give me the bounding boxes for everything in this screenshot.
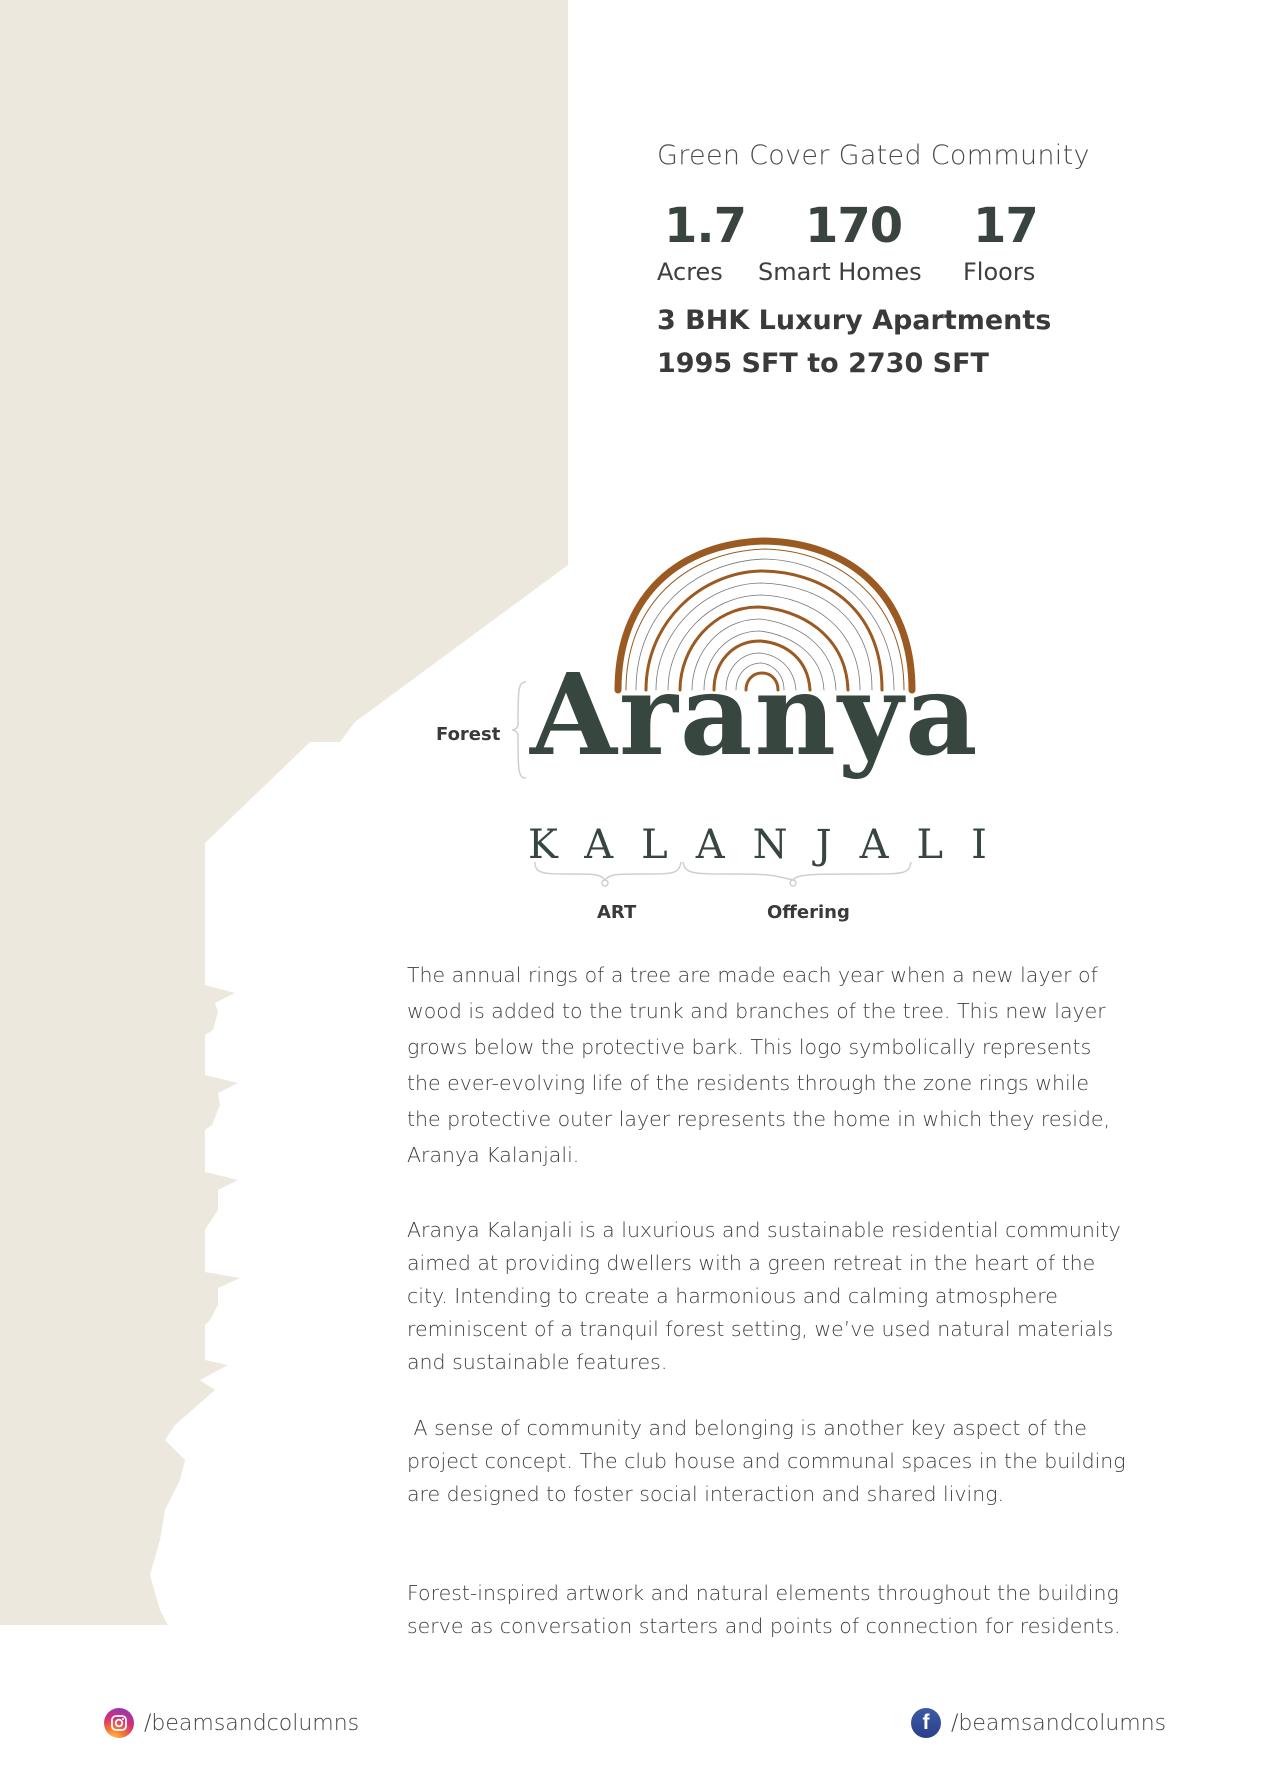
area-range: 1995 SFT to 2730 SFT — [657, 348, 989, 379]
paragraph-logo-meaning: The annual rings of a tree are made each year when a new layer of wood is added to the trunk and branches of the tree. This new layer grows below the protective bark. This logo symbolically represents the ever-evolving life of the residents through the zone rings while the protective outer layer represents the home in which they reside, Aranya Kalanjali. — [407, 963, 1111, 1167]
annotation-art: ART — [597, 902, 637, 923]
apartment-type: 3 BHK Luxury Apartments — [657, 305, 1052, 336]
facebook-link[interactable] — [911, 1708, 1166, 1738]
logo-name-aranya: Aranya — [530, 650, 980, 781]
stat-acres-value: 1.7 — [664, 198, 747, 254]
facebook-handle[interactable]: /beamsandcolumns — [951, 1710, 1167, 1736]
stat-acres-label: Acres — [657, 258, 723, 286]
instagram-link[interactable] — [104, 1708, 359, 1738]
facebook-icon: f — [911, 1708, 941, 1738]
paragraph-artwork: Forest-inspired artwork and natural elements throughout the building serve as conversation starters and points of connection for residents. — [407, 1581, 1121, 1638]
stat-floors-label: Floors — [963, 258, 1036, 286]
instagram-handle[interactable]: /beamsandcolumns — [144, 1710, 360, 1736]
paragraph-about: Aranya Kalanjali is a luxurious and sustainable residential community aimed at providing dwellers with a green retreat in the heart of the city. Intending to create a harmonious and calming atmosphere reminiscent of a tranquil forest setting, we’ve used natural materials and sustainable features. — [407, 1218, 1121, 1374]
instagram-icon — [104, 1708, 134, 1738]
stat-homes-value: 170 — [805, 198, 903, 254]
kalanjali-braces — [533, 860, 913, 890]
stat-floors-value: 17 — [973, 198, 1038, 254]
project-tagline: Green Cover Gated Community — [657, 140, 1090, 171]
annotation-offering: Offering — [767, 902, 850, 923]
paragraph-community: A sense of community and belonging is another key aspect of the project concept. The club house and communal spaces in the building are designed to foster social interaction and shared living. — [407, 1416, 1133, 1506]
logo-name-kalanjali: KALANJALI — [528, 822, 1015, 868]
annotation-forest: Forest — [436, 724, 501, 745]
stat-homes-label: Smart Homes — [758, 258, 922, 286]
forest-brace — [510, 680, 530, 780]
